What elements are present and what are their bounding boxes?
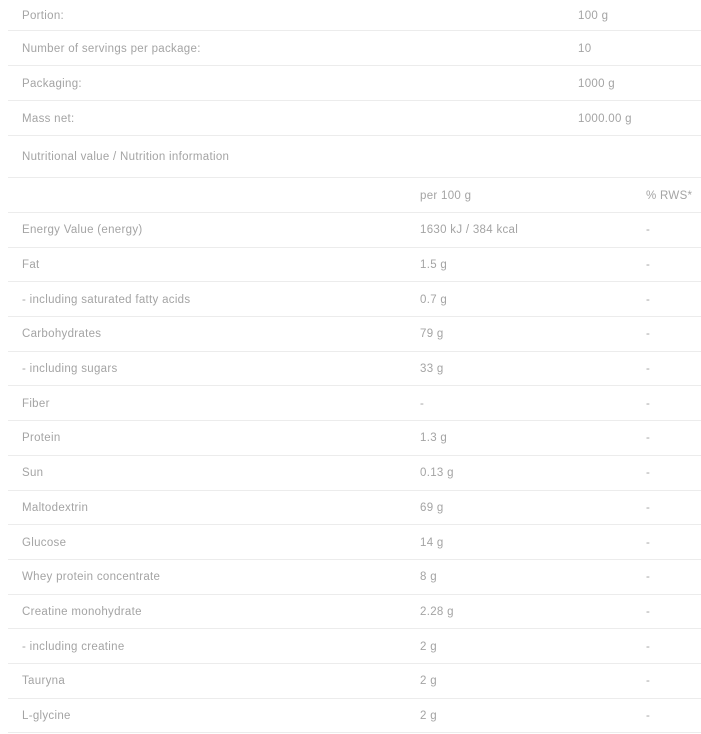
- nutrient-label: - including creatine: [22, 640, 125, 653]
- nutrient-per-100g-value: 2 g: [420, 675, 437, 688]
- nutrient-per-100g-value: 1.3 g: [420, 432, 448, 445]
- package-info-row: [0, 101, 701, 136]
- nutrition-rows: [0, 213, 701, 733]
- nutrition-section-title-row: [0, 136, 701, 178]
- package-info-value: 1000 g: [578, 77, 615, 90]
- nutrition-row: [0, 352, 701, 387]
- nutrient-rws-value: -: [646, 397, 651, 410]
- package-info-value: 100 g: [578, 9, 609, 22]
- nutrition-row: [0, 282, 701, 317]
- nutrient-per-100g-value: 8 g: [420, 571, 437, 584]
- nutrient-per-100g-value: 79 g: [420, 328, 444, 341]
- nutrient-rws-value: -: [646, 432, 651, 445]
- nutrient-rws-value: -: [646, 709, 651, 722]
- nutrient-rws-value: -: [646, 328, 651, 341]
- nutrient-per-100g-value: 2 g: [420, 709, 437, 722]
- nutrient-per-100g-value: 0.7 g: [420, 293, 448, 306]
- nutrition-row: [0, 213, 701, 248]
- column-header-per-100g: per 100 g: [420, 189, 472, 202]
- nutrient-label: L-glycine: [22, 709, 71, 722]
- package-info-row: [0, 66, 701, 101]
- nutrient-rws-value: -: [646, 224, 651, 237]
- package-info-value: 1000.00 g: [578, 112, 632, 125]
- nutrient-per-100g-value: 69 g: [420, 501, 444, 514]
- nutrient-rws-value: -: [646, 293, 651, 306]
- nutrition-row: [0, 491, 701, 526]
- nutrient-label: Carbohydrates: [22, 328, 102, 341]
- nutrition-row: [0, 421, 701, 456]
- nutrition-row: [0, 525, 701, 560]
- nutrient-label: Maltodextrin: [22, 501, 89, 514]
- nutrient-label: Fiber: [22, 397, 50, 410]
- nutrient-per-100g-value: 0.13 g: [420, 467, 454, 480]
- nutrient-per-100g-value: 33 g: [420, 363, 444, 376]
- nutrient-rws-value: -: [646, 640, 651, 653]
- nutrient-rws-value: -: [646, 536, 651, 549]
- nutrient-rws-value: -: [646, 467, 651, 480]
- nutrient-per-100g-value: 2 g: [420, 640, 437, 653]
- package-info-label: Mass net:: [22, 112, 75, 125]
- nutrition-section-title: Nutritional value / Nutrition information: [22, 151, 230, 163]
- nutrition-row: [0, 595, 701, 630]
- package-info-value: 10: [578, 42, 592, 55]
- nutrient-per-100g-value: 2.28 g: [420, 605, 454, 618]
- nutrition-row: [0, 317, 701, 352]
- nutrient-rws-value: -: [646, 571, 651, 584]
- package-info-label: Portion:: [22, 9, 65, 22]
- package-info-label: Number of servings per package:: [22, 42, 201, 55]
- column-header-rws: % RWS*: [646, 189, 693, 202]
- nutrition-row: [0, 456, 701, 491]
- package-info-table: [0, 0, 701, 136]
- nutrition-table-header-row: [0, 178, 701, 213]
- nutrient-label: Protein: [22, 432, 61, 445]
- nutrition-row: [0, 248, 701, 283]
- nutrition-row: [0, 386, 701, 421]
- nutrient-label: Whey protein concentrate: [22, 571, 161, 584]
- nutrient-rws-value: -: [646, 675, 651, 688]
- nutrition-row: [0, 629, 701, 664]
- nutrient-label: Sun: [22, 467, 44, 480]
- nutrient-label: Glucose: [22, 536, 67, 549]
- nutrient-rws-value: -: [646, 259, 651, 272]
- package-info-label: Packaging:: [22, 77, 82, 90]
- nutrient-label: Fat: [22, 259, 40, 272]
- nutrient-rws-value: -: [646, 605, 651, 618]
- nutrition-row: [0, 699, 701, 734]
- nutrition-row: [0, 664, 701, 699]
- nutrient-per-100g-value: 1.5 g: [420, 259, 448, 272]
- package-info-row: [0, 0, 701, 31]
- nutrient-rws-value: -: [646, 363, 651, 376]
- nutrient-label: Tauryna: [22, 675, 66, 688]
- nutrient-per-100g-value: 14 g: [420, 536, 444, 549]
- nutrient-label: - including sugars: [22, 363, 118, 376]
- nutrition-row: [0, 560, 701, 595]
- nutrient-label: Creatine monohydrate: [22, 605, 142, 618]
- nutrient-per-100g-value: -: [420, 397, 425, 410]
- nutrient-label: - including saturated fatty acids: [22, 293, 191, 306]
- nutrient-per-100g-value: 1630 kJ / 384 kcal: [420, 224, 519, 237]
- nutrient-rws-value: -: [646, 501, 651, 514]
- package-info-row: [0, 31, 701, 66]
- nutrient-label: Energy Value (energy): [22, 224, 143, 237]
